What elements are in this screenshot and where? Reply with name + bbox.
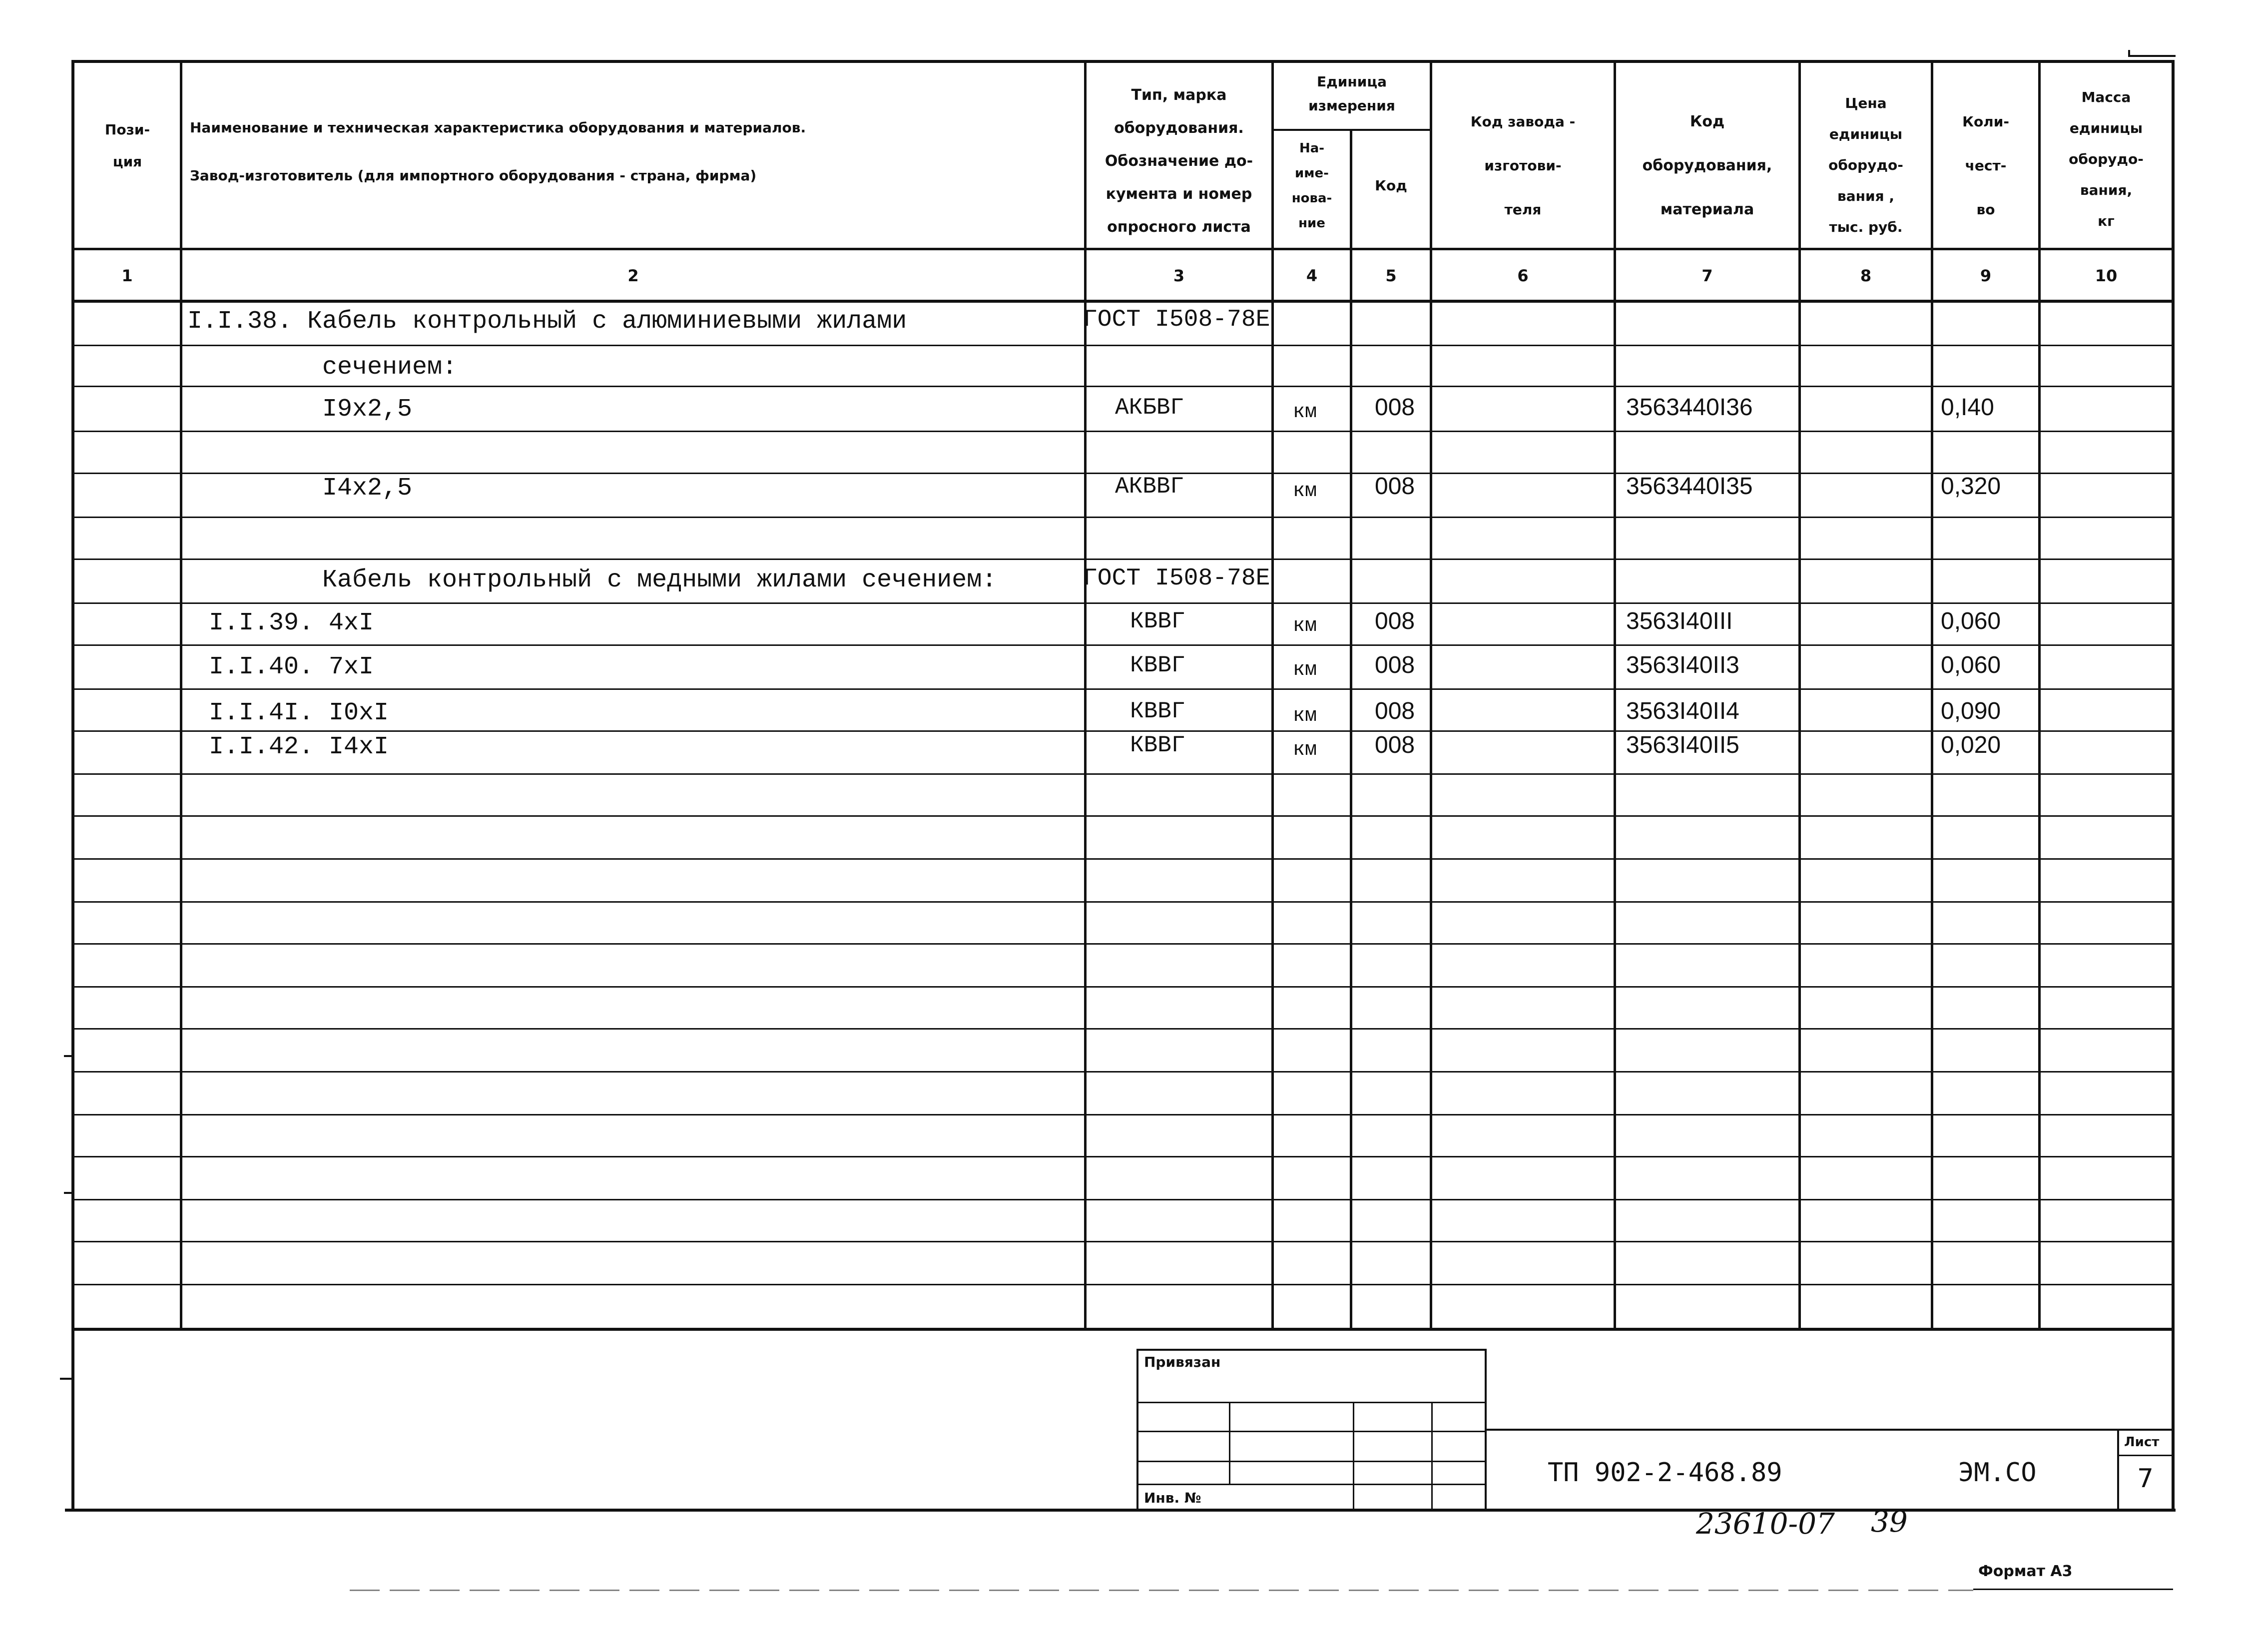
row-4-name: I4х2,5 bbox=[322, 474, 413, 503]
margin-tick bbox=[60, 1378, 73, 1380]
format-underline bbox=[1973, 1589, 2173, 1590]
title-strip-line bbox=[1485, 1429, 2174, 1431]
stamp-inv-no: Инв. № bbox=[1144, 1490, 1201, 1506]
row-line bbox=[71, 558, 2175, 560]
col-sep-6 bbox=[1614, 60, 1616, 1329]
header-unit-mass: Масса единицы оборудо- вания, кг bbox=[2069, 89, 2144, 229]
row-3-name: I9х2,5 bbox=[322, 395, 413, 424]
row-6-unit: км bbox=[1293, 615, 1317, 637]
stamp-line bbox=[1136, 1402, 1486, 1403]
col-sep-3 bbox=[1271, 60, 1274, 1329]
margin-tick bbox=[64, 1055, 73, 1057]
col-number-4: 4 bbox=[1306, 266, 1318, 285]
stamp-line bbox=[1353, 1402, 1354, 1510]
stamp-line bbox=[1431, 1402, 1433, 1510]
row-line bbox=[71, 1241, 2175, 1242]
header-name: Наименование и техническая характеристика оборудования и материалов. Завод-изготовитель (для импортного оборудования - страна, фирма) bbox=[190, 119, 806, 184]
header-position: Пози- ция bbox=[104, 121, 150, 170]
stamp-privyazan: Привязан bbox=[1144, 1354, 1221, 1370]
row-9-quantity: 0,020 bbox=[1941, 732, 2001, 758]
row-7-name: I.I.40. 7хI bbox=[209, 653, 374, 681]
row-7-equipment-code: 3563I40II3 bbox=[1626, 652, 1739, 678]
row-9-code: 008 bbox=[1375, 732, 1415, 758]
header-unit-price: Цена единицы оборудо- вания , тыс. руб. bbox=[1828, 95, 1903, 235]
sheet-label: Лист bbox=[2124, 1435, 2160, 1450]
row-1-name: I.I.38. Кабель контрольный с алюминиевыми жилами bbox=[187, 307, 907, 336]
header-quantity: Коли- чест- во bbox=[1962, 113, 2009, 218]
stamp-line bbox=[1136, 1349, 1486, 1351]
col-sep-4 bbox=[1350, 130, 1352, 1329]
col-number-2: 2 bbox=[627, 266, 639, 285]
col-number-3: 3 bbox=[1173, 266, 1185, 285]
row-line bbox=[71, 773, 2175, 775]
row-line bbox=[71, 943, 2175, 945]
col-sep-7 bbox=[1798, 60, 1801, 1329]
format-label: Формат А3 bbox=[1978, 1563, 2073, 1580]
trim-line bbox=[350, 1590, 1973, 1591]
row-6-code: 008 bbox=[1375, 608, 1415, 634]
row-5-type: ГОСТ I508-78Е bbox=[1083, 565, 1270, 592]
sheet-cell-border bbox=[2117, 1429, 2119, 1510]
row-6-quantity: 0,060 bbox=[1941, 608, 2001, 634]
row-3-unit: км bbox=[1293, 401, 1317, 424]
handwritten-number: 23610-07 bbox=[1696, 1507, 1835, 1541]
row-8-code: 008 bbox=[1375, 698, 1415, 724]
col-number-9: 9 bbox=[1980, 266, 1992, 285]
stamp-line bbox=[1229, 1402, 1230, 1485]
row-4-unit: км bbox=[1293, 480, 1317, 503]
row-3-quantity: 0,I40 bbox=[1941, 394, 1994, 421]
row-8-quantity: 0,090 bbox=[1941, 698, 2001, 724]
row-line bbox=[71, 730, 2175, 732]
row-line bbox=[71, 986, 2175, 988]
document-code: ТП 902-2-468.89 bbox=[1548, 1458, 1782, 1488]
document-mark: ЭМ.СО bbox=[1958, 1458, 2037, 1488]
row-line bbox=[71, 1071, 2175, 1073]
header-factory-code: Код завода - изготови- теля bbox=[1470, 113, 1576, 218]
col-number-1: 1 bbox=[121, 266, 133, 285]
unit-group-divider bbox=[1271, 129, 1431, 131]
header-type: Тип, марка оборудования. Обозначение до- кумента и номер опросного листа bbox=[1105, 86, 1253, 236]
row-line bbox=[71, 1114, 2175, 1115]
table-top-border bbox=[71, 60, 2175, 63]
row-line bbox=[71, 688, 2175, 690]
row-line bbox=[71, 345, 2175, 346]
row-7-code: 008 bbox=[1375, 652, 1415, 678]
row-line bbox=[71, 1199, 2175, 1200]
col-number-7: 7 bbox=[1701, 266, 1713, 285]
table-bottom-border bbox=[71, 1328, 2175, 1331]
row-6-type: КВВГ bbox=[1130, 608, 1185, 634]
row-line bbox=[71, 431, 2175, 432]
margin-tick bbox=[64, 1192, 73, 1194]
row-5-name: Кабель контрольный с медными жилами сечением: bbox=[322, 566, 997, 594]
row-line bbox=[71, 901, 2175, 903]
sheet-cell-divider bbox=[2117, 1455, 2174, 1456]
col-sep-9 bbox=[2038, 60, 2041, 1329]
row-9-equipment-code: 3563I40II5 bbox=[1626, 732, 1739, 758]
row-2-name: сечением: bbox=[322, 353, 458, 382]
col-number-5: 5 bbox=[1385, 266, 1397, 285]
row-1-type: ГОСТ I508-78Е bbox=[1083, 306, 1270, 333]
row-line bbox=[71, 1284, 2175, 1285]
header-equipment-code: Код оборудования, материала bbox=[1642, 113, 1772, 218]
row-4-type: АКВВГ bbox=[1115, 474, 1184, 500]
header-unit-code: Код bbox=[1375, 177, 1407, 194]
right-border bbox=[2172, 60, 2175, 1511]
row-8-type: КВВГ bbox=[1130, 698, 1185, 724]
stamp-line bbox=[1136, 1431, 1486, 1432]
handwritten-page: 39 bbox=[1871, 1505, 1908, 1539]
col-number-6: 6 bbox=[1517, 266, 1529, 285]
row-line bbox=[71, 602, 2175, 604]
stamp-line bbox=[1136, 1484, 1486, 1485]
row-7-unit: км bbox=[1293, 659, 1317, 681]
header-unit-group: Единица измерения bbox=[1308, 73, 1395, 114]
header-divider bbox=[71, 248, 2175, 250]
col-sep-5 bbox=[1430, 60, 1432, 1329]
row-4-equipment-code: 3563440I35 bbox=[1626, 473, 1753, 500]
col-sep-1 bbox=[180, 60, 182, 1329]
row-3-code: 008 bbox=[1375, 394, 1415, 421]
row-line bbox=[71, 386, 2175, 387]
row-6-name: I.I.39. 4хI bbox=[209, 609, 374, 637]
row-7-quantity: 0,060 bbox=[1941, 652, 2001, 678]
row-line bbox=[71, 1028, 2175, 1030]
corner-tick bbox=[2128, 50, 2130, 57]
row-line bbox=[71, 644, 2175, 646]
row-line bbox=[71, 858, 2175, 860]
row-9-type: КВВГ bbox=[1130, 732, 1185, 758]
stamp-line bbox=[1136, 1461, 1486, 1462]
row-8-name: I.I.4I. I0хI bbox=[209, 699, 389, 727]
stamp-line bbox=[1136, 1349, 1138, 1510]
row-4-code: 008 bbox=[1375, 473, 1415, 500]
row-line bbox=[71, 815, 2175, 817]
row-8-unit: км bbox=[1293, 705, 1317, 727]
sheet-number: 7 bbox=[2137, 1464, 2154, 1494]
row-6-equipment-code: 3563I40III bbox=[1626, 608, 1733, 634]
row-line bbox=[71, 1156, 2175, 1157]
row-9-unit: км bbox=[1293, 739, 1317, 761]
row-9-name: I.I.42. I4хI bbox=[209, 733, 389, 761]
row-7-type: КВВГ bbox=[1130, 652, 1185, 678]
page-bottom-border bbox=[65, 1509, 2176, 1512]
row-4-quantity: 0,320 bbox=[1941, 473, 2001, 500]
row-3-equipment-code: 3563440I36 bbox=[1626, 394, 1753, 421]
col-number-8: 8 bbox=[1860, 266, 1872, 285]
corner-tick bbox=[2128, 55, 2176, 57]
col-sep-8 bbox=[1931, 60, 1933, 1329]
col-number-10: 10 bbox=[2095, 266, 2118, 285]
header-unit-name: На- име- нова- ние bbox=[1291, 141, 1332, 231]
col-sep-2 bbox=[1084, 60, 1087, 1329]
row-3-type: АКБВГ bbox=[1115, 395, 1184, 421]
row-line bbox=[71, 517, 2175, 518]
row-8-equipment-code: 3563I40II4 bbox=[1626, 698, 1739, 724]
